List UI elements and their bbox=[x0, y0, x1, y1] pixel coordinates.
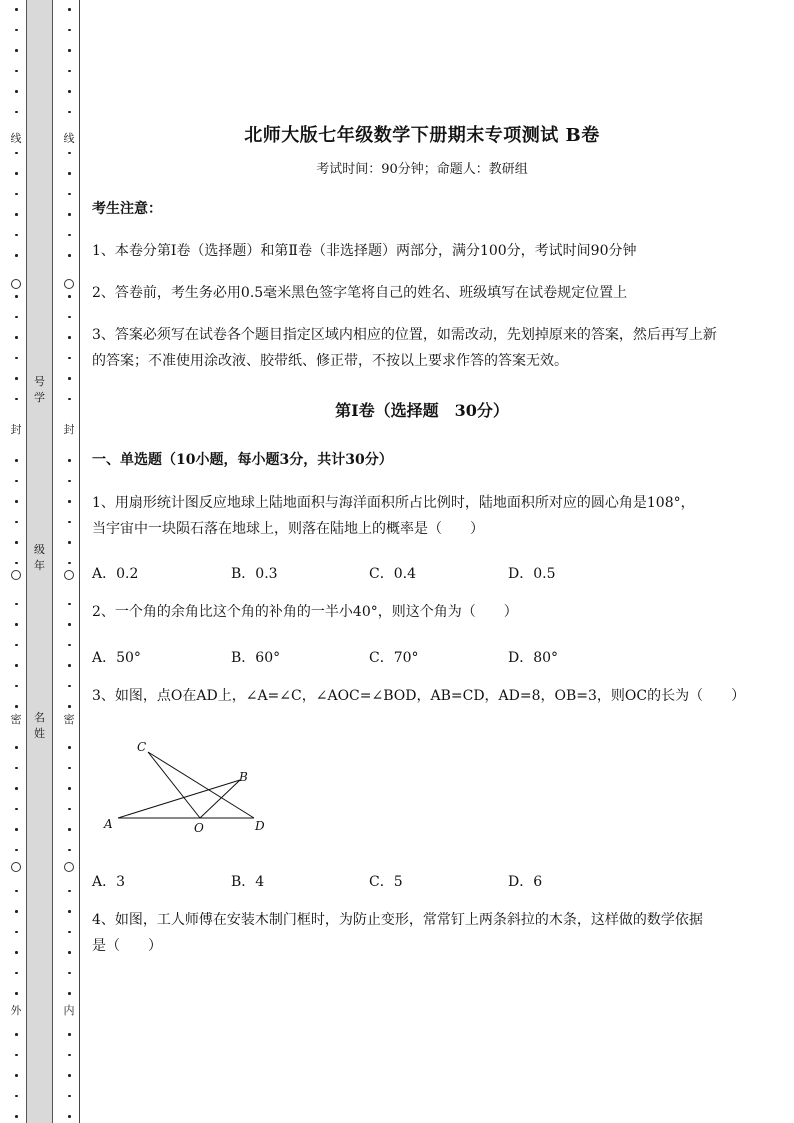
binding-dot bbox=[15, 29, 18, 32]
option-d[interactable]: D．80° bbox=[508, 650, 559, 666]
binding-dot bbox=[68, 767, 71, 770]
point-label-b: B bbox=[239, 770, 248, 784]
binding-dot bbox=[68, 603, 71, 606]
binding-dot bbox=[68, 644, 71, 647]
binding-mark-secret: 密 bbox=[10, 713, 22, 726]
field-student-number: 号 学 bbox=[34, 375, 45, 404]
binding-dot bbox=[15, 152, 18, 155]
binding-dot bbox=[15, 644, 18, 647]
binding-dot bbox=[68, 295, 71, 298]
segment-ab bbox=[118, 780, 240, 818]
binding-dot bbox=[15, 193, 18, 196]
binding-mark-line: 线 bbox=[63, 132, 75, 145]
binding-mark-line: 线 bbox=[10, 132, 22, 145]
binding-hole-circle bbox=[11, 570, 21, 580]
part-title: 第Ⅰ卷（选择题 30分） bbox=[335, 401, 509, 420]
binding-dot bbox=[68, 1095, 71, 1098]
binding-dot bbox=[15, 746, 18, 749]
binding-dot bbox=[15, 316, 18, 319]
binding-dot bbox=[68, 8, 71, 11]
binding-dot bbox=[15, 664, 18, 667]
question-1-stem: 1、用扇形统计图反应地球上陆地面积与海洋面积所占比例时，陆地面积所对应的圆心角是108°， bbox=[92, 495, 695, 511]
binding-dot bbox=[15, 972, 18, 975]
binding-dot bbox=[15, 828, 18, 831]
binding-dot bbox=[68, 480, 71, 483]
binding-dot bbox=[15, 603, 18, 606]
binding-dot bbox=[15, 890, 18, 893]
binding-dot bbox=[15, 459, 18, 462]
binding-dot bbox=[15, 808, 18, 811]
binding-dot bbox=[15, 767, 18, 770]
binding-dot bbox=[68, 152, 71, 155]
binding-dot bbox=[15, 111, 18, 114]
point-label-a: A bbox=[104, 817, 113, 831]
binding-dotted-line-inner bbox=[62, 0, 76, 1123]
binding-dot bbox=[15, 1115, 18, 1118]
binding-dot bbox=[15, 951, 18, 954]
binding-dot bbox=[68, 1074, 71, 1077]
binding-dot bbox=[15, 1033, 18, 1036]
binding-dot bbox=[15, 234, 18, 237]
binding-dot bbox=[15, 1054, 18, 1057]
option-a[interactable]: A．50° bbox=[92, 650, 141, 666]
binding-dot bbox=[15, 521, 18, 524]
binding-dot bbox=[68, 951, 71, 954]
binding-dot bbox=[15, 377, 18, 380]
binding-dot bbox=[68, 787, 71, 790]
binding-dot bbox=[15, 172, 18, 175]
binding-hole-circle bbox=[11, 862, 21, 872]
binding-dot bbox=[15, 541, 18, 544]
binding-dot bbox=[68, 111, 71, 114]
option-d[interactable]: D．6 bbox=[508, 874, 543, 890]
question-4-stem-continued: 是（ ） bbox=[92, 938, 162, 954]
binding-dot bbox=[15, 8, 18, 11]
question-2-options bbox=[92, 647, 692, 667]
binding-dot bbox=[15, 1095, 18, 1098]
binding-dot bbox=[15, 992, 18, 995]
field-name: 名 姓 bbox=[34, 711, 45, 740]
binding-dot bbox=[15, 336, 18, 339]
binding-hole-circle bbox=[11, 279, 21, 289]
binding-dot bbox=[68, 521, 71, 524]
binding-dot bbox=[15, 357, 18, 360]
binding-dot bbox=[68, 90, 71, 93]
binding-mark-seal: 封 bbox=[10, 423, 22, 436]
question-2-stem: 2、一个角的余角比这个角的补角的一半小40°，则这个角为（ ） bbox=[92, 604, 518, 620]
binding-dot bbox=[68, 910, 71, 913]
binding-dot bbox=[15, 70, 18, 73]
binding-dot bbox=[68, 172, 71, 175]
binding-dot bbox=[15, 90, 18, 93]
binding-dot bbox=[15, 1074, 18, 1077]
binding-dot bbox=[68, 254, 71, 257]
option-b[interactable]: B．60° bbox=[231, 650, 281, 666]
question-1-stem-continued: 当宇宙中一块陨石落在地球上，则落在陆地上的概率是（ ） bbox=[92, 521, 484, 537]
option-c[interactable]: C．0.4 bbox=[369, 566, 416, 582]
student-info-band bbox=[26, 0, 53, 1123]
binding-hole-circle bbox=[64, 570, 74, 580]
binding-dot bbox=[15, 910, 18, 913]
binding-mark-inner: 内 bbox=[63, 1004, 75, 1017]
binding-dot bbox=[68, 685, 71, 688]
binding-dot bbox=[15, 931, 18, 934]
option-b[interactable]: B．4 bbox=[231, 874, 265, 890]
binding-dot bbox=[68, 623, 71, 626]
binding-dot bbox=[68, 357, 71, 360]
option-b[interactable]: B．0.3 bbox=[231, 566, 278, 582]
field-grade: 级 年 bbox=[34, 543, 45, 572]
binding-dot bbox=[15, 480, 18, 483]
binding-dot bbox=[68, 1054, 71, 1057]
binding-dot bbox=[68, 705, 71, 708]
exam-subtitle: 考试时间：90分钟；命题人：教研组 bbox=[316, 162, 528, 177]
binding-hole-circle bbox=[64, 279, 74, 289]
question-3-figure bbox=[98, 735, 278, 840]
binding-dot bbox=[68, 234, 71, 237]
binding-dot bbox=[68, 459, 71, 462]
binding-dot bbox=[68, 336, 71, 339]
binding-dot bbox=[68, 213, 71, 216]
binding-dot bbox=[15, 705, 18, 708]
binding-dot bbox=[68, 316, 71, 319]
option-a[interactable]: A．3 bbox=[92, 874, 126, 890]
notice-item: 2、答卷前，考生务必用0.5毫米黑色签字笔将自己的姓名、班级填写在试卷规定位置上 bbox=[92, 285, 628, 301]
binding-hole-circle bbox=[64, 862, 74, 872]
binding-dot bbox=[15, 295, 18, 298]
option-a[interactable]: A．0.2 bbox=[92, 566, 139, 582]
binding-dot bbox=[15, 849, 18, 852]
question-3-options bbox=[92, 871, 692, 891]
question-3-stem: 3、如图，点O在AD上，∠A=∠C，∠AOC=∠BOD，AB=CD，AD=8，OB=3，则OC的长为（ ） bbox=[92, 688, 746, 704]
option-d[interactable]: D．0.5 bbox=[508, 566, 556, 582]
binding-dot bbox=[68, 377, 71, 380]
binding-dot bbox=[68, 992, 71, 995]
binding-dot bbox=[68, 828, 71, 831]
segment-cd bbox=[148, 752, 254, 818]
notice-item-continued: 的答案；不准使用涂改液、胶带纸、修正带，不按以上要求作答的答案无效。 bbox=[92, 353, 568, 369]
binding-dot bbox=[68, 49, 71, 52]
binding-dot bbox=[15, 562, 18, 565]
exam-title: 北师大版七年级数学下册期末专项测试 B卷 bbox=[244, 125, 600, 146]
binding-dot bbox=[68, 500, 71, 503]
question-4-stem: 4、如图，工人师傅在安装木制门框时，为防止变形，常常钉上两条斜拉的木条，这样做的数学依据 bbox=[92, 912, 703, 928]
binding-dot bbox=[68, 972, 71, 975]
binding-dot bbox=[68, 29, 71, 32]
binding-mark-secret: 密 bbox=[63, 713, 75, 726]
binding-dot bbox=[15, 500, 18, 503]
binding-dot bbox=[68, 541, 71, 544]
binding-dot bbox=[68, 890, 71, 893]
point-label-o: O bbox=[194, 821, 204, 835]
binding-mark-seal: 封 bbox=[63, 423, 75, 436]
binding-dot bbox=[68, 931, 71, 934]
binding-dot bbox=[15, 623, 18, 626]
option-c[interactable]: C．70° bbox=[369, 650, 419, 666]
binding-mark-outer: 外 bbox=[10, 1004, 22, 1017]
point-label-d: D bbox=[255, 819, 265, 833]
binding-dot bbox=[68, 808, 71, 811]
binding-dot bbox=[68, 70, 71, 73]
binding-dot bbox=[68, 398, 71, 401]
binding-dot bbox=[68, 1033, 71, 1036]
binding-dot bbox=[15, 213, 18, 216]
binding-dot bbox=[68, 562, 71, 565]
option-c[interactable]: C．5 bbox=[369, 874, 403, 890]
binding-dot bbox=[68, 849, 71, 852]
notice-item: 1、本卷分第Ⅰ卷（选择题）和第Ⅱ卷（非选择题）两部分，满分100分，考试时间90分钟 bbox=[92, 243, 637, 259]
binding-dot bbox=[68, 193, 71, 196]
notice-item: 3、答案必须写在试卷各个题目指定区域内相应的位置，如需改动，先划掉原来的答案，然后再写上新 bbox=[92, 327, 717, 343]
margin-border-line bbox=[79, 0, 80, 1123]
notice-heading: 考生注意： bbox=[92, 201, 162, 217]
binding-dot bbox=[15, 254, 18, 257]
binding-dot bbox=[68, 746, 71, 749]
section-heading: 一、单选题（10小题，每小题3分，共计30分） bbox=[92, 452, 393, 468]
binding-dot bbox=[68, 1115, 71, 1118]
segment-ob bbox=[200, 780, 240, 818]
binding-dot bbox=[15, 398, 18, 401]
question-1-options bbox=[92, 563, 692, 583]
binding-dot bbox=[15, 685, 18, 688]
binding-dot bbox=[15, 787, 18, 790]
binding-dot bbox=[68, 664, 71, 667]
segment-co bbox=[148, 752, 200, 818]
point-label-c: C bbox=[137, 740, 147, 754]
binding-dot bbox=[15, 49, 18, 52]
binding-dotted-line-outer bbox=[9, 0, 23, 1123]
